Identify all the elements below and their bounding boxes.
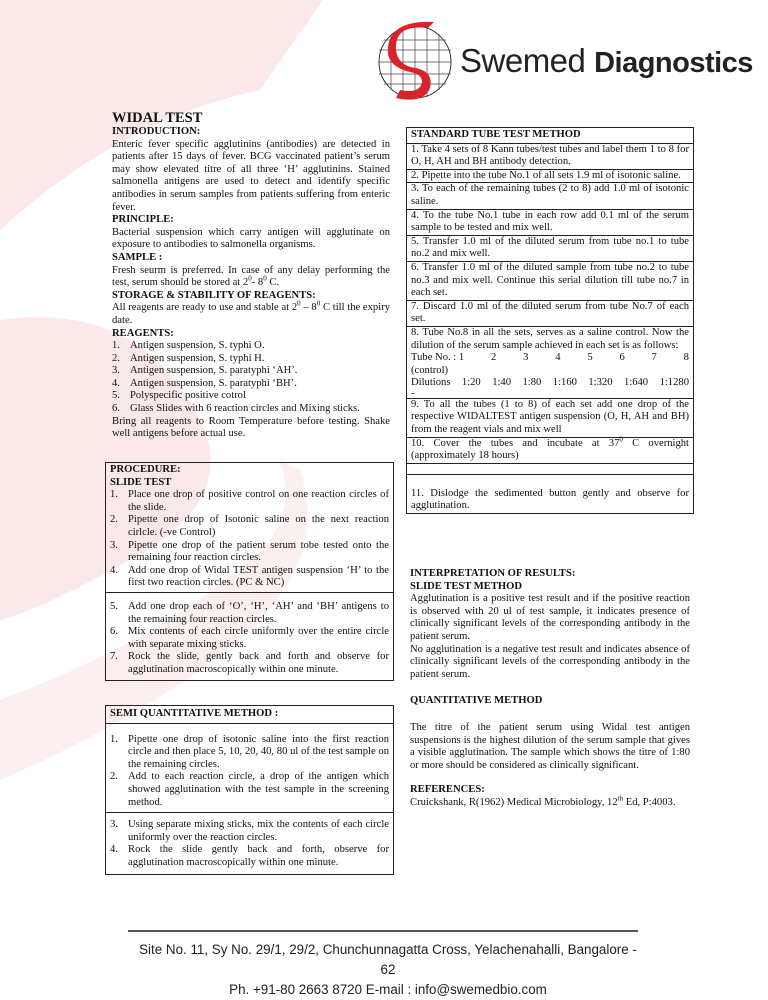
tube-dilutions: Dilutions 1:20 1:40 1:80 1:160 1:320 1:640 1:1280 xyxy=(411,377,689,389)
footer-address: Site No. 11, Sy No. 29/1, 29/2, Chunchunnagatta Cross, Yelachenahalli, Bangalore - 62 xyxy=(139,942,637,977)
right-column xyxy=(410,568,690,810)
list-item: 6. Mix contents of each circle uniformly over the entire circle with separate mixing sticks. xyxy=(110,626,389,650)
slide-method-heading: SLIDE TEST METHOD xyxy=(410,580,523,592)
list-item: 3. Using separate mixing sticks, mix the contents of each circle uniformly over the reaction circles. xyxy=(110,819,389,843)
quant-heading: QUANTITATIVE METHOD xyxy=(410,695,543,707)
brand-name: Swemed Diagnostics xyxy=(460,42,753,79)
tube-numbers: Tube No. : 1 2 3 4 5 6 7 8 xyxy=(411,352,689,364)
tube-test-box xyxy=(406,127,694,514)
slide-test-heading: SLIDE TEST xyxy=(110,476,172,488)
list-item: 1. Antigen suspension, S. typhi O. xyxy=(112,340,265,352)
page-title: WIDAL TEST xyxy=(112,110,203,126)
tube-step-6: 6. Transfer 1.0 ml of the diluted sample from tube no.2 to tube no.3 and mix well. Continue this serial dilution till tube no.7 in each set. xyxy=(407,261,693,300)
list-item: 4. Add one drop of Widal TEST antigen suspension ‘H’ to the first two reaction circles. (PC & NC) xyxy=(110,564,389,589)
footer-contact: Ph. +91-80 2663 8720 E-mail : info@swemedbio.com xyxy=(229,982,547,997)
left-column xyxy=(112,110,390,441)
semi-quantitative-box xyxy=(105,705,394,875)
interp-text-positive: Agglutination is a positive test result and if the positive reaction is observed with 20 ul of test sample, it indicates presence of clinically significant levels of the corresponding antibody in the patient serum. xyxy=(410,593,690,642)
list-item: 2. Pipette one drop of Isotonic saline on the next reaction cirlcle. (-ve Control) xyxy=(110,514,389,538)
list-item: 3. Antigen suspension, S. paratyphi ‘AH’. xyxy=(112,365,298,377)
tube-step-11: 11. Dislodge the sedimented button gently and observe for agglutination. xyxy=(407,474,693,513)
list-item: 2. Antigen suspension, S. typhi H. xyxy=(112,352,265,364)
sample-heading: SAMPLE : xyxy=(112,251,163,263)
references-heading: REFERENCES: xyxy=(410,784,485,796)
tube-step-10: 10. Cover the tubes and incubate at $37^0$ C overnight (approximately 18 hours) xyxy=(407,437,693,463)
footer xyxy=(138,930,638,1000)
references-text: Cruickshank, R(1962) Medical Microbiology, 12th Ed, P:4003. xyxy=(410,794,676,808)
list-item: 4. Antigen suspension, S. paratyphi ‘BH’. xyxy=(112,377,297,389)
tube-heading: STANDARD TUBE TEST METHOD xyxy=(411,129,581,140)
list-item: 5. Add one drop each of ‘O’, ‘H’, ‘AH’ and ‘BH’ antigens to the remaining four reaction circles. xyxy=(110,600,389,625)
tube-step-5: 5. Transfer 1.0 ml of the diluted serum from tube no.1 to tube no.2 and mix well. xyxy=(407,235,693,261)
intro-heading: INTRODUCTION: xyxy=(112,126,201,137)
tube-step-4: 4. To the tube No.1 tube in each row add 0.1 ml of the serum sample to be tested and mix well. xyxy=(407,209,693,235)
list-item: 2. Add to each reaction circle, a drop of the antigen which showed agglutination with the test sample in the screening method. xyxy=(110,771,389,808)
reagents-heading: REAGENTS: xyxy=(112,327,174,339)
quant-text: The titre of the patient serum using Widal test antigen suspensions is the highest dilution of the serum sample that gives a visible agglutination. The sample which shows the titre of 1:80 or more should be considered as clinically significant. xyxy=(410,721,690,771)
list-item: 7. Rock the slide, gently back and forth and observe for agglutination macroscopically within one minute. xyxy=(110,651,389,675)
list-item: 3. Pipette one drop of the patient serum tobe tested onto the remaining four reaction circles. xyxy=(110,539,389,564)
tube-step-9: 9. To all the tubes (1 to 8) of each set add one drop of the respective WIDALTEST antigen suspension (O, H, AH and BH) from the reagent vials and mix well xyxy=(407,398,693,437)
swemed-globe-icon xyxy=(376,20,454,104)
tube-step-7: 7. Discard 1.0 ml of the diluted serum from tube No.7 of each set. xyxy=(407,300,693,326)
intro-text: Enteric fever specific agglutinins (antibodies) are detected in patients after 15 days of fever. BCG vaccinated patient’s serum may show elevated titre of all three ‘H’ agglutinins. Stained salmonella antigens are used to detect and identify specific antibodies in serum samples from patients suffering from enteric fever. xyxy=(112,138,390,213)
reagents-list xyxy=(112,340,390,416)
procedure-heading: PROCEDURE: xyxy=(110,464,181,475)
sample-text: Fresh seurm is preferred. In case of any delay performing the test, serum should be stored at $2^0-$ $8^0$ C. xyxy=(112,264,390,289)
brand-logo xyxy=(376,20,753,104)
tube-step-1: 1. Take 4 sets of 8 Kann tubes/test tubes and label them 1 to 8 for O, H, AH and BH antibody detection. xyxy=(407,143,693,169)
interp-heading: INTERPRETATION OF RESULTS: xyxy=(410,568,576,579)
tube-step-8: 8. Tube No.8 in all the sets, serves as a saline control. Now the dilution of the serum sample achieved in each set is as follows: Tube No. : 1 2 3 4 5 6 7 8 (control) Dilutions 1:20 1:40 1:80 1:160 1:320 1:640 1:1280 - xyxy=(407,326,693,398)
storage-heading: STORAGE & STABILITY OF REAGENTS: xyxy=(112,289,316,301)
list-item: 4. Rock the slide gently back and forth, observe for agglutination macroscopically within one minute. xyxy=(110,844,389,868)
semi-heading: SEMI QUANTITATIVE METHOD : xyxy=(106,706,393,724)
list-item: 5. Polyspecific positive cotrol xyxy=(112,390,246,402)
tube-step-2: 2. Pipette into the tube No.1 of all sets 1.9 ml of isotonic saline. xyxy=(407,169,693,183)
principle-heading: PRINCIPLE: xyxy=(112,214,174,226)
tube-step-3: 3. To each of the remaining tubes (2 to 8) add 1.0 ml of isotonic saline. xyxy=(407,182,693,208)
list-item: 6. Glass Slides with 6 reaction circles and Mixing sticks. xyxy=(112,403,360,415)
tube-spacer xyxy=(407,463,693,474)
list-item: 1. Place one drop of positive control on one reaction circles of the slide. xyxy=(110,489,389,513)
reagents-note: Bring all reagents to Room Temperature before testing. Shake well antigens before actual use. xyxy=(112,415,390,440)
procedure-box xyxy=(105,462,394,681)
interp-text-negative: No agglutination is a negative test result and indicates absence of clinically significant levels of the corresponding antibody in the patient serum. xyxy=(410,643,690,680)
list-item: 1. Pipette one drop of isotonic saline into the first reaction circle and then place 5, 10, 20, 40, 80 ul of the test sample on the remaining circles. xyxy=(110,733,389,770)
storage-text: All reagents are ready to use and stable at $2^0 - 8^0$ C till the expiry date. xyxy=(112,299,390,326)
principle-text: Bacterial suspension which carry antigen will agglutinate on exposure to antibodies to salmonella organisms. xyxy=(112,226,390,251)
